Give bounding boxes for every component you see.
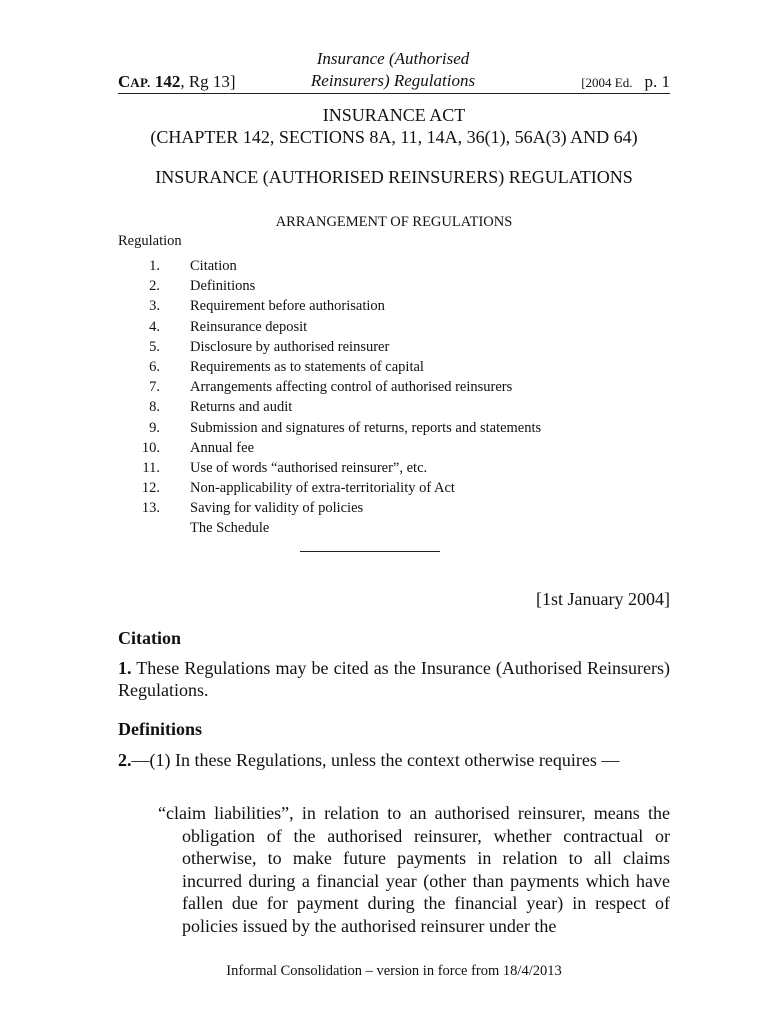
edition-page-ref <box>581 72 670 92</box>
toc-item: 7. Arrangements affecting control of authorised reinsurers <box>149 379 513 396</box>
citation-heading: Citation <box>118 628 181 648</box>
document-page <box>118 0 670 1024</box>
citation-number: 1. <box>118 658 132 678</box>
definitions-heading: Definitions <box>118 719 203 739</box>
toc-item: 2. Definitions <box>149 278 256 295</box>
act-title: INSURANCE ACT <box>322 105 466 125</box>
toc-item: 11. Use of words “authorised reinsurer”, etc. <box>142 459 428 476</box>
toc-item: 10. Annual fee <box>141 439 255 456</box>
commencement-date: [1st January 2004] <box>536 589 670 609</box>
header-rule <box>118 93 670 94</box>
header-title-line-1: Insurance (Authorised <box>316 49 470 68</box>
toc-item: 6. Requirements as to statements of capital <box>149 358 424 375</box>
page-number: p. 1 <box>644 72 670 91</box>
running-header <box>118 48 670 92</box>
toc-item: 5. Disclosure by authorised reinsurer <box>149 338 390 355</box>
chapter-reference: CAP. 142, Rg 13] <box>118 72 236 91</box>
regulations-title: INSURANCE (AUTHORISED REINSURERS) REGULATIONS <box>155 167 633 187</box>
toc-item: 4. Reinsurance deposit <box>149 318 308 335</box>
definitions-number: 2. <box>118 750 132 770</box>
citation-paragraph <box>118 657 670 701</box>
arrangement-heading: ARRANGEMENT OF REGULATIONS <box>275 214 513 230</box>
section-divider <box>300 551 440 552</box>
edition: [2004 Ed. <box>581 75 633 90</box>
definitions-intro <box>118 749 670 771</box>
toc-item: 8. Returns and audit <box>149 399 293 416</box>
table-of-contents <box>118 256 670 539</box>
claim-liabilities-definition: “claim liabilities”, in relation to an authorised reinsurer, means the obligation of the authorised reinsurer, whether contractual or otherwise, to make future payments in relation to all claims incurred during a financial year (other than payments which have fallen due for payment during the financial year) in respect of policies issued by the authorised reinsurer under the <box>158 803 670 936</box>
toc-item: 3. Requirement before authorisation <box>149 298 385 315</box>
toc-item: The Schedule <box>190 520 270 537</box>
header-title <box>278 48 508 92</box>
toc-item: 12. Non-applicability of extra-territoriality of Act <box>141 480 455 497</box>
regulation-column-label: Regulation <box>118 233 182 249</box>
definitions-intro-text: —(1) In these Regulations, unless the context otherwise requires — <box>131 750 620 770</box>
header-title-line-2: Reinsurers) Regulations <box>310 71 476 90</box>
chapter-sections: (CHAPTER 142, SECTIONS 8A, 11, 14A, 36(1), 56A(3) AND 64) <box>150 127 638 147</box>
consolidation-footer: Informal Consolidation – version in force from 18/4/2013 <box>226 963 562 979</box>
toc-item: 13. Saving for validity of policies <box>141 500 364 517</box>
toc-item: 1. Citation <box>149 258 237 274</box>
citation-text: These Regulations may be cited as the Insurance (Authorised Reinsurers) Regulations. <box>118 658 670 700</box>
toc-item: 9. Submission and signatures of returns, reports and statements <box>149 419 542 436</box>
